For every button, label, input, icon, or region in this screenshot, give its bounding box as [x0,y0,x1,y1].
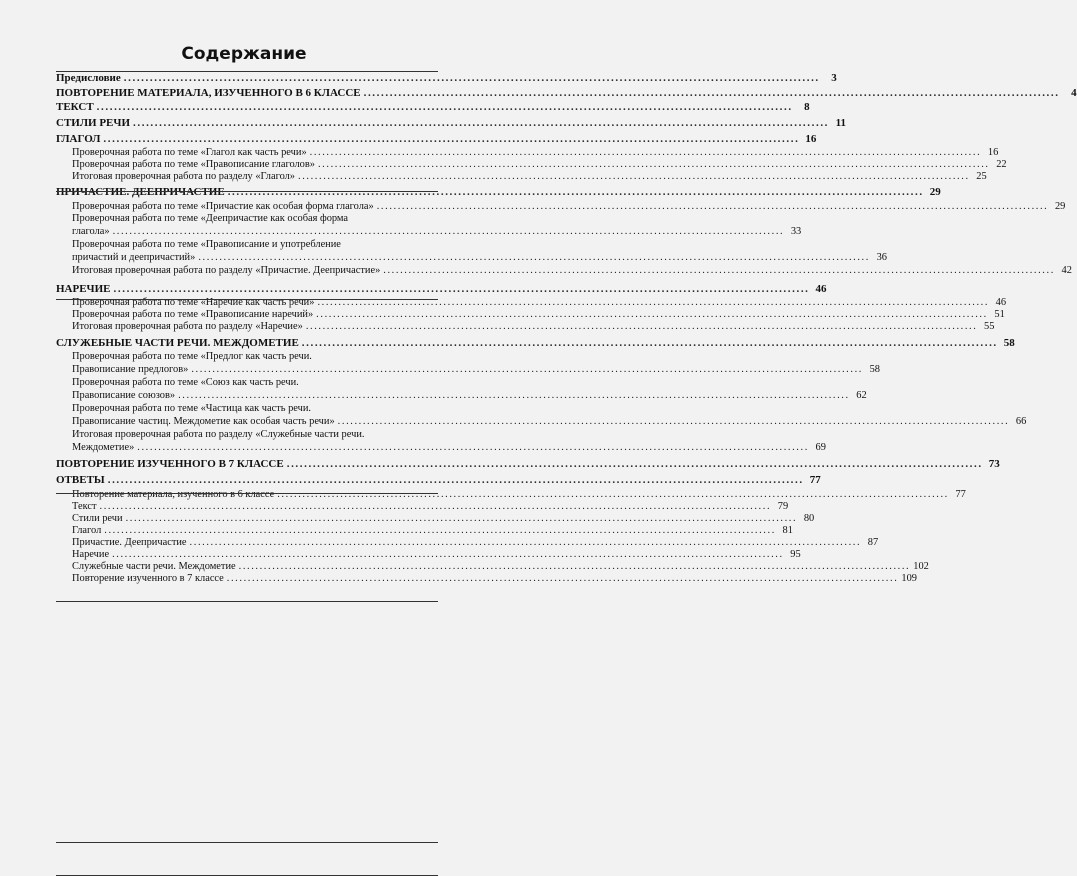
toc-page-number: 58 [869,364,880,375]
toc-subentry[interactable] [56,364,880,376]
toc-page-number: 77 [809,474,821,486]
dot-leader: ................................................................................................................................................................ [178,390,850,401]
toc-entry-label: Проверочная работа по теме «Причастие как особая форма глагола» [72,201,374,212]
dot-leader: ................................................................................................................................................................ [191,364,863,375]
toc-entry-text: Проверочная работа по теме «Предлог как часть речи. [72,351,312,362]
dot-leader: ................................................................................................................................................................ [99,501,772,512]
toc-entry-label: Итоговая проверочная работа по разделу «Глагол» [72,171,296,182]
section-divider [56,493,438,494]
toc-entry-label: Проверочная работа по теме «Правописание наречий» [72,309,314,320]
toc-section-entry[interactable] [56,283,827,295]
toc-entry-label: Глагол [72,525,102,536]
toc-subentry[interactable] [56,201,1066,213]
dot-leader: ................................................................................................................................................................ [113,283,810,295]
dot-leader: ................................................................................................................................................................ [104,525,776,536]
toc-section-entry[interactable] [56,458,1000,470]
toc-page-number: 36 [876,252,887,263]
toc-entry-label: Проверочная работа по теме «Наречие как часть речи» [72,297,315,308]
section-divider [56,71,438,72]
dot-leader: ................................................................................................................................................................ [317,159,990,170]
dot-leader: ................................................................................................................................................................ [226,573,899,584]
toc-subentry[interactable] [56,390,867,402]
toc-page-number: 8 [804,101,810,113]
toc-page-number: 16 [805,133,817,145]
toc-entry-text: Итоговая проверочная работа по разделу «Служебные части речи. [72,429,365,440]
dot-leader: ................................................................................................................................................................ [123,72,820,84]
dot-leader: ................................................................................................................................................................ [133,117,830,129]
toc-subentry[interactable] [56,321,995,333]
toc-entry-label: Итоговая проверочная работа по разделу «Наречие» [72,321,303,332]
toc-section-entry[interactable] [56,72,837,84]
toc-section-entry[interactable] [56,87,1077,99]
dot-leader: ................................................................................................................................................................ [363,87,1060,99]
toc-section-entry[interactable] [56,337,1015,349]
toc-page-number: 66 [1015,416,1027,427]
toc-page-number: 22 [996,159,1007,170]
toc-entry-label: ПРИЧАСТИЕ. ДЕЕПРИЧАСТИЕ [56,186,225,198]
toc-page-number: 42 [1061,265,1072,276]
toc-subentry[interactable] [56,513,815,525]
toc-entry-label: ГЛАГОЛ [56,133,101,145]
dot-leader: ................................................................................................................................................................ [189,537,862,548]
dot-leader: ................................................................................................................................................................ [286,458,983,470]
toc-entry-label: Правописание предлогов» [72,364,189,375]
toc-page-number: 95 [790,549,801,560]
toc-page-number: 58 [1003,337,1015,349]
toc-page-number: 46 [815,283,827,295]
toc-entry-label: Текст [72,501,97,512]
toc-entry-label: Проверочная работа по теме «Глагол как часть речи» [72,147,307,158]
toc-page-number: 51 [994,309,1005,320]
toc-page-number: 11 [835,117,847,129]
dot-leader: ................................................................................................................................................................ [305,321,978,332]
dot-leader: ................................................................................................................................................................ [227,186,924,198]
dot-leader: ................................................................................................................................................................ [107,474,804,486]
section-divider [56,299,438,300]
toc-entry-text: Проверочная работа по теме «Союз как часть речи. [72,377,299,388]
toc-entry-label: причастий и деепричастий» [72,252,196,263]
toc-entry-label: Стили речи [72,513,123,524]
toc-page-number: 109 [901,573,917,584]
dot-leader: ................................................................................................................................................................ [238,561,911,572]
dot-leader: ................................................................................................................................................................ [96,101,793,113]
toc-page-number: 80 [803,513,815,524]
toc-entry-label: Повторение материала, изученного в 6 классе [72,489,275,500]
toc-page-number: 29 [929,186,941,198]
toc-page-number: 4 [1071,87,1077,99]
toc-subentry[interactable] [56,561,929,573]
toc-entry-label: Проверочная работа по теме «Правописание глаголов» [72,159,315,170]
dot-leader: ................................................................................................................................................................ [112,226,785,237]
dot-leader: ................................................................................................................................................................ [317,297,990,308]
toc-page-number: 55 [984,321,995,332]
dot-leader: ................................................................................................................................................................ [198,252,870,263]
toc-section-entry[interactable] [56,474,821,486]
dot-leader: ................................................................................................................................................................ [103,133,800,145]
toc-page-number: 79 [777,501,789,512]
toc-page-number: 69 [815,442,826,453]
toc-subentry[interactable] [56,171,987,183]
section-divider [56,601,438,602]
toc-page-number: 73 [988,458,1000,470]
toc-entry-label: Итоговая проверочная работа по разделу «Причастие. Деепричастие» [72,265,381,276]
toc-subentry[interactable] [56,265,1072,277]
toc-subentry[interactable] [56,501,789,513]
toc-entry-label: Повторение изученного в 7 классе [72,573,224,584]
dot-leader: ................................................................................................................................................................ [376,201,1049,212]
dot-leader: ................................................................................................................................................................ [337,416,1010,427]
toc-entry-label: ПОВТОРЕНИЕ МАТЕРИАЛА, ИЗУЧЕННОГО В 6 КЛАССЕ [56,87,361,99]
toc-subentry[interactable] [56,147,999,159]
toc-entry-label: Предисловие [56,72,121,84]
toc-subentry[interactable] [56,537,879,549]
dot-leader: ................................................................................................................................................................ [125,513,798,524]
dot-leader: ................................................................................................................................................................ [383,265,1055,276]
toc-entry-label: СТИЛИ РЕЧИ [56,117,131,129]
dot-leader: ................................................................................................................................................................ [112,549,784,560]
toc-subentry[interactable] [56,159,1007,171]
toc-entry-label: НАРЕЧИЕ [56,283,111,295]
toc-entry-text: Проверочная работа по теме «Деепричастие как особая форма [72,213,349,224]
toc-entry-label: Правописание частиц. Междометие как особая часть речи» [72,416,335,427]
toc-page-number: 46 [995,297,1007,308]
toc-subentry[interactable] [56,309,1005,321]
toc-page-number: 81 [782,525,793,536]
toc-entry-label: Причастие. Деепричастие [72,537,187,548]
dot-leader: ................................................................................................................................................................ [301,337,998,349]
toc-subentry[interactable] [56,442,826,454]
toc-subentry[interactable] [56,252,887,264]
page-title: Содержание [181,44,307,64]
toc-subentry[interactable] [56,226,802,238]
toc-page-number: 25 [976,171,987,182]
toc-entry-text: Проверочная работа по теме «Частица как часть речи. [72,403,312,414]
toc-page-number: 29 [1054,201,1066,212]
dot-leader: ................................................................................................................................................................ [309,147,982,158]
section-divider [56,842,438,843]
toc-subentry[interactable] [56,549,801,561]
toc-page-number: 77 [955,489,966,500]
toc-page-number: 87 [867,537,879,548]
toc-subentry[interactable] [56,525,793,537]
toc-entry-label: Междометие» [72,442,135,453]
toc-page-number: 62 [856,390,867,401]
toc-section-entry[interactable] [56,133,817,145]
toc-page-number: 33 [790,226,802,237]
toc-subentry[interactable] [56,416,1027,428]
dot-leader: ................................................................................................................................................................ [277,489,949,500]
toc-entry-label: Наречие [72,549,110,560]
toc-entry-label: Служебные части речи. Междометие [72,561,236,572]
toc-section-entry[interactable] [56,101,810,113]
toc-page-number: 16 [987,147,999,158]
toc-entry-text: Проверочная работа по теме «Правописание и употребление [72,239,341,250]
toc-section-entry[interactable] [56,186,941,198]
toc-page-number: 102 [913,561,929,572]
toc-subentry[interactable] [56,489,966,501]
toc-section-entry[interactable] [56,117,847,129]
dot-leader: ................................................................................................................................................................ [298,171,970,182]
toc-entry-label: ТЕКСТ [56,101,94,113]
toc-entry-label: Правописание союзов» [72,390,176,401]
toc-entry-label: ОТВЕТЫ [56,474,105,486]
toc-entry-label: СЛУЖЕБНЫЕ ЧАСТИ РЕЧИ. МЕЖДОМЕТИЕ [56,337,299,349]
section-divider [56,191,438,192]
dot-leader: ................................................................................................................................................................ [316,309,988,320]
toc-entry-label: глагола» [72,226,110,237]
toc-page-number: 3 [831,72,837,84]
toc-subentry[interactable] [56,573,917,585]
toc-entry-label: ПОВТОРЕНИЕ ИЗУЧЕННОГО В 7 КЛАССЕ [56,458,284,470]
dot-leader: ................................................................................................................................................................ [137,442,809,453]
